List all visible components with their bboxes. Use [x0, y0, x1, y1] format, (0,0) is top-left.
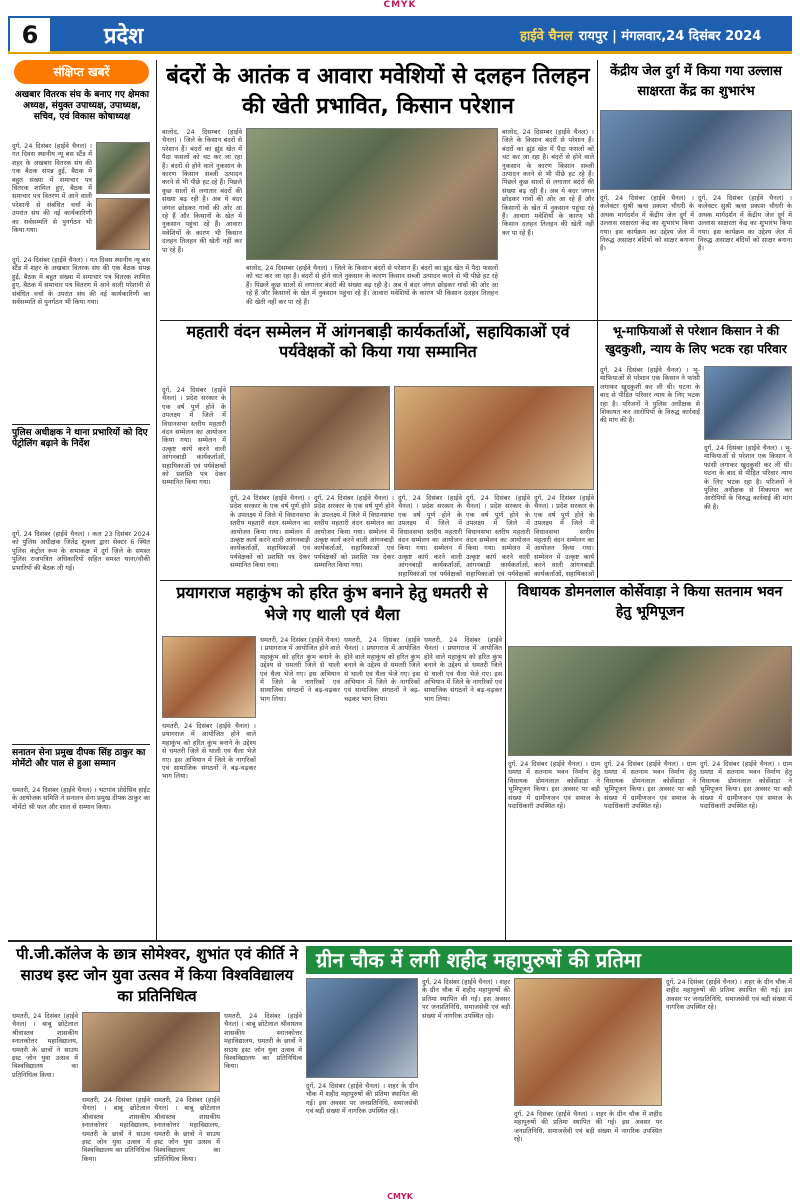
story3-body-col4: दुर्ग, 24 दिसंबर (हाईवे चैनल) । प्रदेश सरकार के एक वर्ष पूर्ण होने के उपलक्ष्य में जिले में विधानसभा स्तरीय महतारी वंदन सम्मेलन का आयोजन किया गया। सम्मेलन में उत्कृष्ट कार्य करने वाली आंगनबाड़ी कार्यकर्ताओं, सहायिकाओं एवं पर्यवेक्षकों — [398, 494, 462, 578]
story8-body-col2: दुर्ग, 24 दिसंबर (हाईवे चैनल) । शहर के ग्रीन चौक में शहीद महापुरुषों की प्रतिमा स्थापित की गई। इस अवसर पर जनप्रतिनिधि, समाजसेवी एवं बड़ी संख्या में नागरिक उपस्थित रहे। — [422, 978, 510, 1020]
divider — [12, 744, 150, 745]
story3-photo-1 — [230, 386, 390, 490]
story8-photo-1 — [306, 978, 418, 1078]
brief1-photo-2 — [96, 198, 150, 250]
story7-body-col3: धमतरी, 24 दिसंबर (हाईवे चैनल) । बाबू छोटेलाल श्रीवास्तव शासकीय स्नातकोत्तर महाविद्यालय, धमतरी के छात्रों ने साउथ इस्ट जोन युवा उत्सव में विश्वविद्यालय का प्रतिनिधित्व किया। — [154, 1096, 220, 1163]
story7-headline: पी.जी.कॉलेज के छात्र सोमेश्वर, शुभांत एवं कीर्ति ने साउथ इस्ट जोन युवा उत्सव में किया विश्वविद्यालय का प्रतिनिधित्व — [16, 945, 298, 1005]
story5-body-col4: धमतरी, 24 दिसंबर (हाईवे चैनल) । प्रयागराज में आयोजित होने वाले महाकुंभ को हरित कुंभ बनाने के उद्देश्य से धमतरी जिले से थाली एवं थैला भेजे गए। इस अभियान में जिले के नागरिकों एवं सामाजिक संगठनों ने बढ़-चढ़कर भाग लिया। — [424, 636, 502, 703]
story3-body-col6: दुर्ग, 24 दिसंबर (हाईवे चैनल) । प्रदेश सरकार के एक वर्ष पूर्ण होने के उपलक्ष्य में जिले में विधानसभा स्तरीय महतारी वंदन सम्मेलन का आयोजन किया गया। सम्मेलन में उत्कृष्ट कार्य करने वाली आंगनबाड़ी कार्यकर्ताओं, सहायिकाओं — [534, 494, 594, 578]
brand-name: हाईवे चैनल — [520, 29, 573, 44]
brief3-body: धमतरी, 24 दिसंबर (हाईवे चैनल) । भटगांव प्रोग्रेसिव हाईट के आयोजक समिति ने सनातन सेना प्रमुख दीपक ठाकुर का मोमेंटो श्री फल और शाल से सम्मान किया। — [12, 786, 150, 811]
story7-photo — [82, 1012, 220, 1092]
story1-headline: बंदरों के आतंक व आवारा मवेशियों से दलहन तिलहन की खेती प्रभावित, किसान परेशान — [166, 64, 590, 119]
story6-body-col1: दुर्ग, 24 दिसंबर (हाईवे चैनल) । ग्राम धमधा में सतनाम भवन निर्माण हेतु विधायक डोमनलाल कोर्सेवाड़ा ने भूमिपूजन किया। इस अवसर पर बड़ी संख्या में ग्रामीणजन एवं समाज के पदाधिकारी उपस्थित रहे। — [508, 760, 600, 811]
story5-photo — [162, 636, 256, 718]
story5-headline: प्रयागराज महाकुंभ को हरित कुंभ बनाने हेतु धमतरी से भेजे गए थाली एवं थैला — [176, 583, 488, 624]
story3-photo-2 — [394, 386, 594, 490]
briefs-title: संक्षिप्त खबरें — [14, 60, 149, 84]
story4-body-col2: दुर्ग, 24 दिसंबर (हाईवे चैनल) । भू-माफियाओं से परेशान एक किसान ने फांसी लगाकर खुदकुशी कर ली थी। घटना के बाद से पीड़ित परिवार न्याय के लिए भटक रहा है। परिजनों ने पुलिस अधीक्षक से शिकायत कर आरोपियों के विरुद्ध कार्रवाई की मांग की है। — [704, 444, 792, 511]
brief1-body-a: दुर्ग, 24 दिसंबर (हाईवे चैनल) । गत दिवस स्थानीय न्यू बस स्टैंड में शहर के अखबार वितरक संघ की एक बैठक संपन्न हुई, बैठक में बहुत संख्या में समाचार पत्र वितरक शामिल हुए, बैठक में समाचार पत्र वितरण में आने वाली परेशानी से संबंधित चर्चा के उपरांत संघ की नई कार्यकारिणी का सर्वसम्मति से पुनर्गठन भी किया गया। — [12, 142, 92, 235]
divider — [12, 424, 150, 425]
story3-body-col5: दुर्ग, 24 दिसंबर (हाईवे चैनल) । प्रदेश सरकार के एक वर्ष पूर्ण होने के उपलक्ष्य में जिले में विधानसभा स्तरीय महतारी वंदन सम्मेलन का आयोजन किया गया। सम्मेलन में उत्कृष्ट कार्य करने वाली आंगनबाड़ी कार्यकर्ताओं, सहायिकाओं एवं पर्यवेक्षकों — [466, 494, 530, 578]
story5-body-col1: धमतरी, 24 दिसंबर (हाईवे चैनल) । प्रयागराज में आयोजित होने वाले महाकुंभ को हरित कुंभ बनाने के उद्देश्य से धमतरी जिले से थाली एवं थैला भेजे गए। इस अभियान में जिले के नागरिकों एवं सामाजिक संगठनों ने बढ़-चढ़कर भाग लिया। — [162, 722, 256, 781]
story8-body-col4: दुर्ग, 24 दिसंबर (हाईवे चैनल) । शहर के ग्रीन चौक में शहीद महापुरुषों की प्रतिमा स्थापित की गई। इस अवसर पर जनप्रतिनिधि, समाजसेवी एवं बड़ी संख्या में नागरिक उपस्थित रहे। — [666, 978, 792, 1012]
brief3-headline: सनातन सेना प्रमुख दीपक सिंह ठाकुर का मोमेंटो और पाल से हुआ सम्मान — [12, 748, 146, 769]
story2-body-col1: दुर्ग, 24 दिसंबर (हाईवे चैनल) । कलेक्टर सुश्री ऋचा प्रकाश चौधरी के अथक मार्गदर्शन में केंद्रीय जेल दुर्ग में उल्लास साक्षरता केंद्र का शुभारंभ किया गया। इस कार्यक्रम का उद्देश्य जेल में निरुद्ध असाक्षर बंदियों को साक्षर बनाना है। — [600, 194, 694, 253]
story2-body-col2: दुर्ग, 24 दिसंबर (हाईवे चैनल) । कलेक्टर सुश्री ऋचा प्रकाश चौधरी के अथक मार्गदर्शन में केंद्रीय जेल दुर्ग में उल्लास साक्षरता केंद्र का शुभारंभ किया गया। इस कार्यक्रम का उद्देश्य जेल में निरुद्ध असाक्षर बंदियों को साक्षर बनाना है। — [698, 194, 792, 253]
story3-body-col1: दुर्ग, 24 दिसंबर (हाईवे चैनल) । प्रदेश सरकार के एक वर्ष पूर्ण होने के उपलक्ष्य में जिले में विधानसभा स्तरीय महतारी वंदन सम्मेलन का आयोजन किया गया। सम्मेलन में उत्कृष्ट कार्य करने वाली आंगनबाड़ी कार्यकर्ताओं, सहायिकाओं एवं पर्यवेक्षकों को प्रशस्ति पत्र देकर सम्मानित किया गया। — [162, 386, 226, 487]
column-rule — [505, 580, 506, 940]
brief2-headline: पुलिस अधीक्षक ने थाना प्रभारियों को दिए पेट्रोलिंग बढ़ाने के निर्देश — [12, 428, 148, 449]
story6-body-col2: दुर्ग, 24 दिसंबर (हाईवे चैनल) । ग्राम धमधा में सतनाम भवन निर्माण हेतु विधायक डोमनलाल कोर्सेवाड़ा ने भूमिपूजन किया। इस अवसर पर बड़ी संख्या में ग्रामीणजन एवं समाज के पदाधिकारी उपस्थित रहे। — [604, 760, 696, 811]
story2-photo — [600, 110, 792, 190]
story7-body-col1: धमतरी, 24 दिसंबर (हाईवे चैनल) । बाबू छोटेलाल श्रीवास्तव शासकीय स्नातकोत्तर महाविद्यालय, धमतरी के छात्रों ने साउथ इस्ट जोन युवा उत्सव में विश्वविद्यालय का प्रतिनिधित्व किया। — [12, 1012, 78, 1079]
story5-body-col2: धमतरी, 24 दिसंबर (हाईवे चैनल) । प्रयागराज में आयोजित होने वाले महाकुंभ को हरित कुंभ बनाने के उद्देश्य से धमतरी जिले से थाली एवं थैला भेजे गए। इस अभियान में जिले के नागरिकों एवं सामाजिक संगठनों ने बढ़-चढ़कर भाग लिया। — [260, 636, 340, 703]
brief1-photo — [96, 142, 150, 194]
story8-body-col3: दुर्ग, 24 दिसंबर (हाईवे चैनल) । शहर के ग्रीन चौक में शहीद महापुरुषों की प्रतिमा स्थापित की गई। इस अवसर पर जनप्रतिनिधि, समाजसेवी एवं बड़ी संख्या में नागरिक उपस्थित रहे। — [514, 1110, 662, 1144]
story3-body-col2: दुर्ग, 24 दिसंबर (हाईवे चैनल) । प्रदेश सरकार के एक वर्ष पूर्ण होने के उपलक्ष्य में जिले में विधानसभा स्तरीय महतारी वंदन सम्मेलन का आयोजन किया गया। सम्मेलन में उत्कृष्ट कार्य करने वाली आंगनबाड़ी कार्यकर्ताओं, सहायिकाओं एवं पर्यवेक्षकों को प्रशस्ति पत्र देकर सम्मानित किया गया। — [230, 494, 310, 570]
column-rule — [597, 60, 598, 578]
story1-body-col2: बालोद, 24 दिसम्बर (हाईवे चैनल) । जिले के किसान बंदरों से परेशान हैं। बंदरों का झुंड खेत में पैदा फसलों को चट कर जा रहा है। बंदरों से होने वाले नुकसान के कारण किसान सब्जी उत्पादन करने से भी पीछे हट रहे हैं। पिछले कुछ सालों से लगातार बंदरों की संख्या बढ़ रही है। अब ये बंदर जंगल छोड़कर गांवों की ओर आ रहे हैं और किसानों के खेत में नुकसान पहुंचा रहे हैं। आवारा मवेशियों के कारण भी किसान दलहन तिलहन की खेती नहीं कर पा रहे हैं। — [246, 264, 498, 306]
story2-headline: केंद्रीय जेल दुर्ग में किया गया उल्लास साक्षरता केंद्र का शुभारंभ — [610, 64, 782, 99]
brief1-headline: अखबार वितरक संघ के बनाए गए क्षेमका अध्यक्ष, संयुक्त उपाध्यक्ष, उपाध्यक्ष, सचिव, एवं विकास कोषाध्यक्ष — [14, 90, 150, 122]
story6-body-col3: दुर्ग, 24 दिसंबर (हाईवे चैनल) । ग्राम धमधा में सतनाम भवन निर्माण हेतु विधायक डोमनलाल कोर्सेवाड़ा ने भूमिपूजन किया। इस अवसर पर बड़ी संख्या में ग्रामीणजन एवं समाज के पदाधिकारी उपस्थित रहे। — [700, 760, 792, 811]
row-rule — [160, 580, 792, 581]
story6-headline: विधायक डोमनलाल कोर्सेवाड़ा ने किया सतनाम भवन हेतु भूमिपूजन — [517, 584, 783, 620]
story7-body-col2: धमतरी, 24 दिसंबर (हाईवे चैनल) । बाबू छोटेलाल श्रीवास्तव शासकीय स्नातकोत्तर महाविद्यालय, धमतरी के छात्रों ने साउथ इस्ट जोन युवा उत्सव में विश्वविद्यालय का प्रतिनिधित्व किया। — [82, 1096, 150, 1163]
column-rule — [156, 60, 157, 940]
story3-body-col3: दुर्ग, 24 दिसंबर (हाईवे चैनल) । प्रदेश सरकार के एक वर्ष पूर्ण होने के उपलक्ष्य में जिले में विधानसभा स्तरीय महतारी वंदन सम्मेलन का आयोजन किया गया। सम्मेलन में उत्कृष्ट कार्य करने वाली आंगनबाड़ी कार्यकर्ताओं, सहायिकाओं एवं पर्यवेक्षकों को प्रशस्ति पत्र देकर सम्मानित किया गया। — [314, 494, 394, 570]
story4-headline: भू-माफियाओं से परेशान किसान ने की खुदकुशी, न्याय के लिए भटक रहा परिवार — [605, 324, 787, 356]
masthead — [520, 26, 761, 44]
print-marker-top: CMYK — [0, 0, 800, 14]
print-marker-bottom: CMYK — [387, 1192, 413, 1201]
edition-date: रायपुर | मंगलवार,24 दिसंबर 2024 — [578, 29, 762, 44]
section-title: प्रदेश — [104, 24, 144, 49]
story1-photo — [246, 128, 498, 260]
row-rule — [8, 940, 792, 942]
story6-photo — [508, 646, 792, 756]
story3-headline: महतारी वंदन सम्मेलन में आंगनबाड़ी कार्यकर्ताओं, सहायिकाओं एवं पर्यवेक्षकों को किया गया सम्मानित — [186, 322, 570, 361]
story4-body-col1: दुर्ग, 24 दिसंबर (हाईवे चैनल) । भू-माफियाओं से परेशान एक किसान ने फांसी लगाकर खुदकुशी कर ली थी। घटना के बाद से पीड़ित परिवार न्याय के लिए भटक रहा है। परिजनों ने पुलिस अधीक्षक से शिकायत कर आरोपियों के विरुद्ध कार्रवाई की मांग की है। — [600, 366, 700, 425]
story8-photo-2 — [514, 978, 662, 1106]
page-number: 6 — [10, 18, 50, 52]
story1-body-col3: बालोद, 24 दिसम्बर (हाईवे चैनल) । जिले के किसान बंदरों से परेशान हैं। बंदरों का झुंड खेत में पैदा फसलों को चट कर जा रहा है। बंदरों से होने वाले नुकसान के कारण किसान सब्जी उत्पादन करने से भी पीछे हट रहे हैं। पिछले कुछ सालों से लगातार बंदरों की संख्या बढ़ रही है। अब ये बंदर जंगल छोड़कर गांवों की ओर आ रहे हैं और किसानों के खेत में नुकसान पहुंचा रहे हैं। आवारा मवेशियों के कारण भी किसान दलहन तिलहन की खेती नहीं कर पा रहे हैं। — [502, 128, 594, 237]
story7-body-col4: धमतरी, 24 दिसंबर (हाईवे चैनल) । बाबू छोटेलाल श्रीवास्तव शासकीय स्नातकोत्तर महाविद्यालय, धमतरी के छात्रों ने साउथ इस्ट जोन युवा उत्सव में विश्वविद्यालय का प्रतिनिधित्व किया। — [224, 1012, 302, 1071]
story8-headline: ग्रीन चौक में लगी शहीद महापुरुषों की प्रतिमा — [306, 946, 792, 974]
brief1-body-b: दुर्ग, 24 दिसंबर (हाईवे चैनल) । गत दिवस स्थानीय न्यू बस स्टैंड में शहर के अखबार वितरक संघ की एक बैठक संपन्न हुई, बैठक में बहुत संख्या में समाचार पत्र वितरक शामिल हुए, बैठक में समाचार पत्र वितरण में आने वाली परेशानी से संबंधित चर्चा के उपरांत संघ की नई कार्यकारिणी का सर्वसम्मति से पुनर्गठन भी किया गया। — [12, 256, 150, 307]
story1-body-col1: बालोद, 24 दिसम्बर (हाईवे चैनल) । जिले के किसान बंदरों से परेशान हैं। बंदरों का झुंड खेत में पैदा फसलों को चट कर जा रहा है। बंदरों से होने वाले नुकसान के कारण किसान सब्जी उत्पादन करने से भी पीछे हट रहे हैं। पिछले कुछ सालों से लगातार बंदरों की संख्या बढ़ रही है। अब ये बंदर जंगल छोड़कर गांवों की ओर आ रहे हैं और किसानों के खेत में नुकसान पहुंचा रहे हैं। आवारा मवेशियों के कारण भी किसान दलहन तिलहन की खेती नहीं कर पा रहे हैं। — [162, 128, 242, 254]
brief2-body: दुर्ग, 24 दिसंबर (हाईवे चैनल) । कल 23 दिसंबर 2024 को पुलिस अधीक्षक जितेंद्र शुक्ला द्वारा सेक्टर 6 स्थित पुलिस कंट्रोल रूम के सभाकक्ष में दुर्ग जिले के समस्त पुलिस राजपत्रित अधिकारियों सहित समस्त थाना/चौकी प्रभारियों की बैठक ली गई। — [12, 530, 150, 572]
story4-photo — [704, 366, 792, 440]
story8-body-col1: दुर्ग, 24 दिसंबर (हाईवे चैनल) । शहर के ग्रीन चौक में शहीद महापुरुषों की प्रतिमा स्थापित की गई। इस अवसर पर जनप्रतिनिधि, समाजसेवी एवं बड़ी संख्या में नागरिक उपस्थित रहे। — [306, 1082, 418, 1116]
row-rule — [160, 320, 792, 321]
story5-body-col3: धमतरी, 24 दिसंबर (हाईवे चैनल) । प्रयागराज में आयोजित होने वाले महाकुंभ को हरित कुंभ बनाने के उद्देश्य से धमतरी जिले से थाली एवं थैला भेजे गए। इस अभियान में जिले के नागरिकों एवं सामाजिक संगठनों ने बढ़-चढ़कर भाग लिया। — [344, 636, 420, 703]
